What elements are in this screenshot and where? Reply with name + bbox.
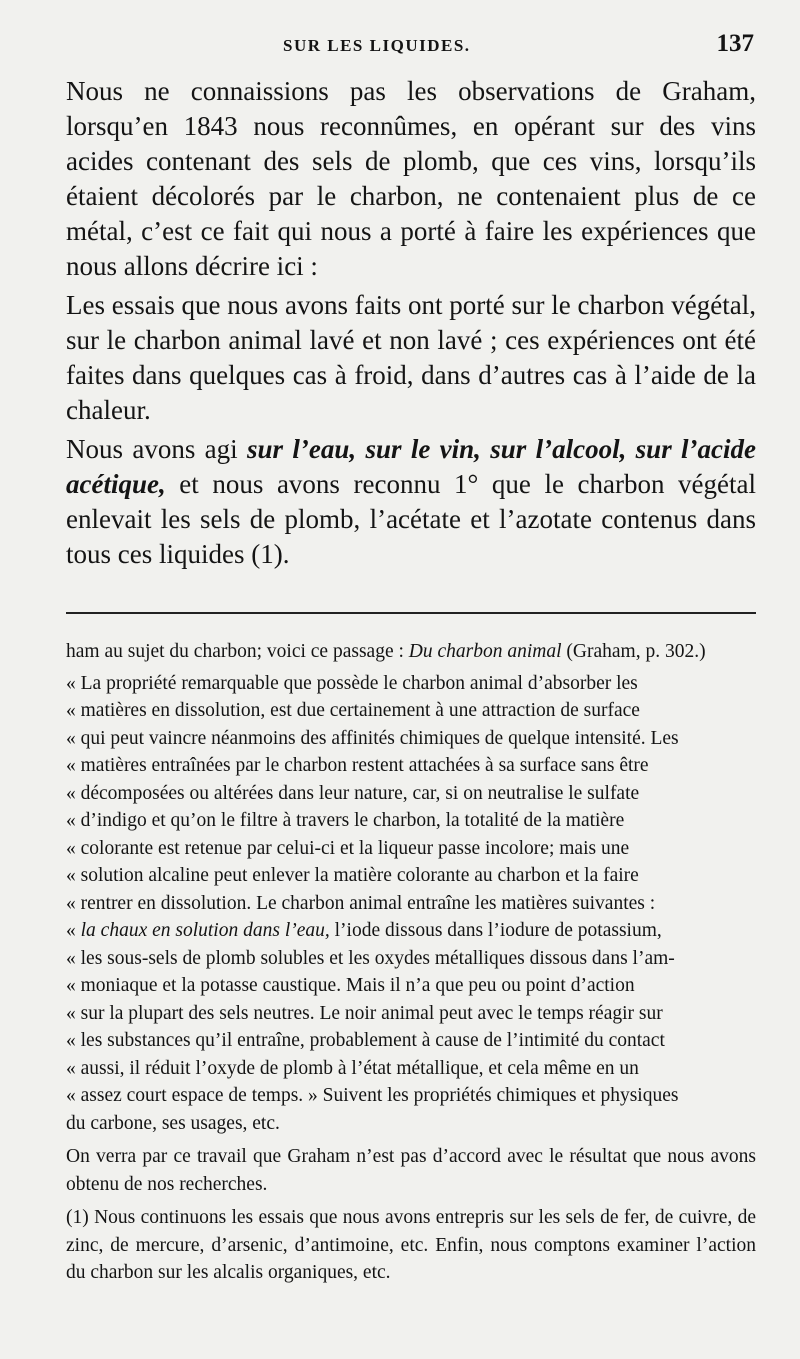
note-intro-end: (Graham, p. 302.) [561,641,706,662]
paragraph-3 [66,432,756,572]
quote-line: « les substances qu’il entraîne, probablement à cause de l’intimité du contact [66,1030,665,1051]
quote-line: « rentrer en dissolution. Le charbon animal entraîne les matières suivantes : [66,892,656,914]
page-header [0,30,800,64]
quote-line-prefix: « [66,920,81,941]
note-intro [66,638,756,666]
quote-line: du carbone, ses usages, etc. [66,1112,280,1134]
note-intro-italic: Du charbon animal [408,641,562,662]
quote-line-italic [66,917,756,945]
footnote-1: (1) Nous continuons les essais que nous avons entrepris sur les sels de fer, de cuivre, de zinc, de mercure, d’arsenic, d’antimoine, etc. Enfin, nous comptons examiner l’action du charbon sur les alcalis organiques, etc. [66,1207,756,1283]
quote-line: « d’indigo et qu’on le filtre à travers le charbon, la totalité de la matière [66,810,625,831]
paragraph-1: Nous ne connaissions pas les observations de Graham, lorsqu’en 1843 nous reconnûmes, en opérant sur des vins acides contenant des sels de plomb, que ces vins, lorsqu’ils étaient décolorés par le charbon, ne contenaient plus de ce métal, c’est ce fait qui nous a porté à faire les expériences que nous allons décrire ici : [66,76,756,281]
running-head: SUR LES LIQUIDES. [283,36,471,55]
quote-line: « sur la plupart des sels neutres. Le noir animal peut avec le temps réagir sur [66,1002,663,1024]
quote-line: « colorante est retenue par celui-ci et la liqueur passe incolore; mais une [66,837,630,859]
quote-line: « La propriété remarquable que possède le charbon animal d’absorber les [66,672,638,694]
quote-line: « aussi, il réduit l’oxyde de plomb à l’état métallique, et cela même en un [66,1057,639,1079]
quote-line-rest: l’iode dissous dans l’iodure de potassium, [329,920,662,941]
paragraph-3-start: Nous avons agi [66,434,247,464]
quote-italic-phrase: la chaux en solution dans l’eau, [80,920,330,941]
note-conclusion: On verra par ce travail que Graham n’est pas d’accord avec le résultat que nous avons obtenu de nos recherches. [66,1146,756,1195]
paragraph-2: Les essais que nous avons faits ont porté sur le charbon végétal, sur le charbon animal lavé et non lavé ; ces expériences ont été faites dans quelques cas à froid, dans d’autres cas à l’aide de la chaleur. [66,290,756,425]
note-intro-start: ham au sujet du charbon; voici ce passage : [66,641,409,662]
quote-line: « assez court espace de temps. » Suivent les propriétés chimiques et physiques [66,1085,679,1106]
quote-line: « décomposées ou altérées dans leur nature, car, si on neutralise le sulfate [66,782,640,804]
page-number: 137 [716,30,754,57]
main-text [66,74,756,576]
quote-line: « solution alcaline peut enlever la matière colorante au charbon et la faire [66,865,639,886]
graham-quote [66,670,756,1138]
quote-line: « qui peut vaincre néanmoins des affinités chimiques de quelque intensité. Les [66,727,679,749]
paragraph-3-end: et nous avons reconnu 1° que le charbon végétal enlevait les sels de plomb, l’acétate et l’azotate contenus dans tous ces liquides (1). [66,469,756,569]
quote-line: « moniaque et la potasse caustique. Mais il n’a que peu ou point d’action [66,975,635,996]
footnote-divider [66,612,756,614]
paragraph-3-emphasis: sur l’eau, sur le vin, sur l’alcool, sur l’acide acétique, [66,434,756,499]
quote-line: « matières entraînées par le charbon restent attachées à sa surface sans être [66,755,649,776]
quote-line: « matières en dissolution, est due certainement à une attraction de surface [66,700,640,721]
footnotes [66,638,756,1287]
quote-line: « les sous-sels de plomb solubles et les oxydes métalliques dissous dans l’am- [66,947,675,969]
